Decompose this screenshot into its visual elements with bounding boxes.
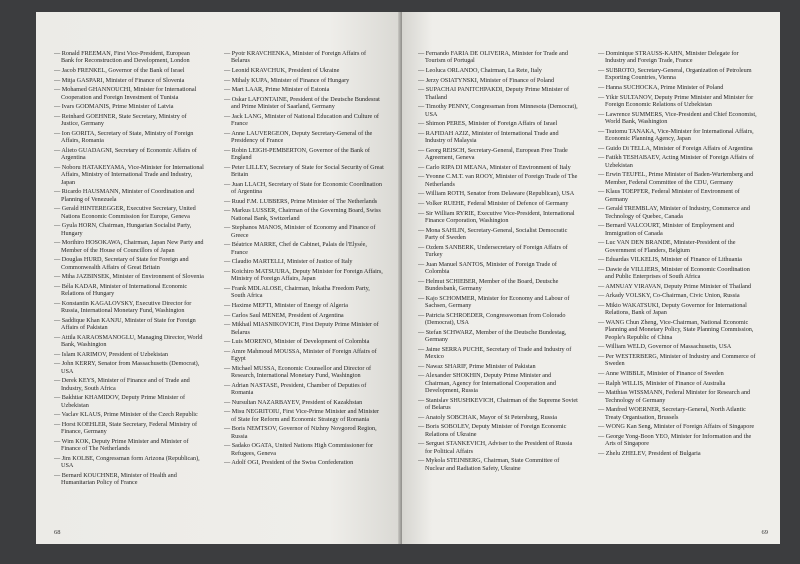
participant-entry: — Jim KOLBE, Congressman form Arizona (Republican), USA [54,455,204,470]
participant-entry: — Mitja GASPARI, Minister of Finance of Slovenia [54,77,204,84]
participant-entry: — Nawaz SHARIF, Prime Minister of Pakistan [418,363,578,370]
participant-entry: — Jacob FRENKEL, Governor of the Bank of Israel [54,67,204,74]
left-page-number: 68 [54,529,61,536]
participant-entry: — Helmut SCHIEBER, Member of the Board, Deutsche Bundesbank, Germany [418,278,578,293]
participant-entry: — Mikhail MIASNIKOVICH, First Deputy Prime Minister of Belarus [224,321,384,336]
participant-entry: — George Yong-Boon YEO, Minister for Information and the Arts of Singapore [598,433,760,448]
participant-entry: — Adrian NASTASE, President, Chamber of Deputies of Romania [224,382,384,397]
participant-entry: — Adolf OGI, President of the Swiss Confederation [224,459,384,466]
participant-entry: — SUBROTO, Secretary-General, Organization of Petroleum Exporting Countries, Vienna [598,67,760,82]
participant-entry: — Jerzy OSIATYNSKI, Minister of Finance of Poland [418,77,578,84]
participant-entry: — Islam KARIMOV, President of Uzbekistan [54,351,204,358]
participant-entry: — Luis MORENO, Minister of Development of Colombia [224,338,384,345]
participant-entry: — Amre Mahmoud MOUSSA, Minister of Foreign Affairs of Egypt [224,348,384,363]
participant-entry: — Dominique STRAUSS-KAHN, Minister Delegate for Industry and Foreign Trade, France [598,50,760,65]
participant-entry: — Shimon PERES, Minister of Foreign Affairs of Israel [418,120,578,127]
participant-entry: — Béatrice MARRE, Chef de Cabinet, Palais de l'Elysée, France [224,241,384,256]
participant-entry: — Yvonne C.M.T. van ROOY, Minister of Foreign Trade of The Netherlands [418,173,578,188]
participant-entry: — Boris NEMTSOV, Governor of Nizhny Novgorod Region, Russia [224,425,384,440]
participant-entry: — Leonid KRAVCHUK, President of Ukraine [224,67,384,74]
book-spread [36,12,780,544]
participant-entry: — RAFIDAH AZIZ, Minister of International Trade and Industry of Malaysia [418,130,578,145]
participant-entry: — Yikir SULTANOV, Deputy Prime Minister and Minister for Foreign Economic Relations of Uzbekistan [598,94,760,109]
participant-entry: — Matthias WISSMANN, Federal Minister for Research and Technology of Germany [598,389,760,404]
participant-entry: — Fernando FARIA DE OLIVEIRA, Minister for Trade and Tourism of Portugal [418,50,578,65]
participant-entry: — Douglas HURD, Secretary of State for Foreign and Commonwealth Affairs of Great Britain [54,256,204,271]
participant-entry: — Mart LAAR, Prime Minister of Estonia [224,86,384,93]
participant-entry: — Gyula HORN, Chairman, Hungarian Socialist Party, Hungary [54,222,204,237]
participant-entry: — Alieto GUADAGNI, Secretary of Economic Affairs of Argentina [54,147,204,162]
participant-entry: — Stephanos MANOS, Minister of Economy and Finance of Greece [224,224,384,239]
participant-entry: — Peter LILLEY, Secretary of State for Social Security of Great Britain [224,164,384,179]
participant-entry: — Per WESTERBERG, Minister of Industry and Commerce of Sweden [598,353,760,368]
participant-entry: — Reinhard GOEHNER, State Secretary, Ministry of Justice, Germany [54,113,204,128]
participant-entry: — Konstantin KAGALOVSKY, Executive Director for Russia, International Monetary Fund, Washington [54,300,204,315]
participant-entry: — Alexander SHOKHIN, Deputy Prime Minister and Chairman, Agency for International Cooperation and Development, Russia [418,372,578,394]
participant-entry: — WANG Chun Zheng, Vice-Chairman, National Economic Planning and Monetary Policy, State Planning Commission, People's Republic of China [598,319,760,341]
participant-entry: — Georg REISCH, Secretary-General, European Free Trade Agreement, Geneva [418,147,578,162]
participant-entry: — Kajo SCHOMMER, Minister for Economy and Labour of Sachsen, Germany [418,295,578,310]
participant-entry: — Mohamed GHANNOUCHI, Minister for International Cooperation and Foreign Investment of Tunisia [54,86,204,101]
participant-entry: — Bakhtiar KHAMIDOV, Deputy Prime Minister of Uzbekistan [54,394,204,409]
participant-entry: — Horst KOEHLER, State Secretary, Federal Ministry of Finance, Germany [54,421,204,436]
column-4 [598,50,760,530]
participant-entry: — Tsutomu TANAKA, Vice-Minister for International Affairs, Economic Planning Agency, Japan [598,128,760,143]
participant-entry: — Carlos Saul MENEM, President of Argentina [224,312,384,319]
participant-entry: — Derek KEYS, Minister of Finance and of Trade and Industry, South Africa [54,377,204,392]
left-page [36,12,402,544]
participant-entry: — William WELD, Governor of Massachusetts, USA [598,343,760,350]
participant-entry: — Arkady VOLSKY, Co-Chairman, Civic Union, Russia [598,292,760,299]
participant-entry: — Sir William RYRIE, Executive Vice-President, International Finance Corporation, Washington [418,210,578,225]
participant-entry: — Saddique Khan KANJU, Minister of State for Foreign Affairs of Pakistan [54,317,204,332]
participant-entry: — Bernard VALCOURT, Minister of Employment and Immigration of Canada [598,222,760,237]
participant-entry: — Zhelu ZHELEV, President of Bulgaria [598,450,760,457]
participant-entry: — William ROTH, Senator from Delaware (Republican), USA [418,190,578,197]
participant-entry: — Robin LEIGH-PEMBERTON, Governor of the Bank of England [224,147,384,162]
participant-entry: — Serguei STANKEVICH, Adviser to the President of Russia for Political Affairs [418,440,578,455]
participant-entry: — Ronald FREEMAN, First Vice-President, European Bank for Reconstruction and Development, London [54,50,204,65]
participant-entry: — Manfred WOERNER, Secretary-General, North Atlantic Treaty Organisation, Brussels [598,406,760,421]
participant-entry: — Guido Di TELLA, Minister of Foreign Affairs of Argentina [598,145,760,152]
participant-entry: — WONG Kan Seng, Minister of Foreign Affairs of Singapore [598,423,760,430]
participant-entry: — John KERRY, Senator from Massachusetts (Democrat), USA [54,360,204,375]
participant-entry: — Leoluca ORLANDO, Chairman, La Rete, Italy [418,67,578,74]
participant-entry: — Ralph WILLIS, Minister of Finance of Australia [598,380,760,387]
participant-entry: — Juan Manuel SANTOS, Minister of Foreign Trade of Colombia [418,261,578,276]
participant-entry: — Noboru HATAKEYAMA, Vice-Minister for International Affairs, Ministry of International Trade and Industry, Japan [54,164,204,186]
participant-entry: — Anatoly SOBCHAK, Mayor of St Petersburg, Russia [418,414,578,421]
participant-entry: — Pyotr KRAVCHENKA, Minister of Foreign Affairs of Belarus [224,50,384,65]
participant-entry: — Jack LANG, Minister of National Education and Culture of France [224,113,384,128]
participant-entry: — Ruud F.M. LUBBERS, Prime Minister of The Netherlands [224,198,384,205]
participant-entry: — Luc VAN DEN BRANDE, Minister-President of the Government of Flanders, Belgium [598,239,760,254]
participant-entry: — Claudio MARTELLI, Minister of Justice of Italy [224,258,384,265]
participant-entry: — Hanna SUCHOCKA, Prime Minister of Poland [598,84,760,91]
participant-entry: — Ion GORITA, Secretary of State, Ministry of Foreign Affairs, Romania [54,130,204,145]
participant-entry: — Timothy PENNY, Congressman from Minnesota (Democrat), USA [418,103,578,118]
participant-entry: — Fatikh TESHABAEV, Acting Minister of Foreign Affairs of Uzbekistan [598,154,760,169]
participant-entry: — Lawrence SUMMERS, Vice-President and Chief Economist, World Bank, Washington [598,111,760,126]
participant-entry: — AMNUAY VIRAVAN, Deputy Prime Minister of Thailand [598,283,760,290]
participant-entry: — Oskar LAFONTAINE, President of the Deutsche Bundesrat and Prime Minister of Saarland, Germany [224,96,384,111]
participant-entry: — Anne LAUVERGEON, Deputy Secretary-General of the Presidency of France [224,130,384,145]
participant-entry: — Boris SOBOLEV, Deputy Minister of Foreign Economic Relations of Ukraine [418,423,578,438]
participant-entry: — Michael MUSSA, Economic Counsellor and Director of Research, International Monetary Fund, Washington [224,365,384,380]
participant-entry: — Gerald TREMBLAY, Minister of Industry, Commerce and Technology of Quebec, Canada [598,205,760,220]
participant-entry: — Ivars GODMANIS, Prime Minister of Latvia [54,103,204,110]
participant-entry: — Markus LUSSER, Chairman of the Governing Board, Swiss National Bank, Switzerland [224,207,384,222]
right-page-number: 69 [761,529,768,536]
participant-entry: — Erwin TEUFEL, Prime Minister of Baden-Wurtemberg and Member, Federal Committee of the CDU, Germany [598,171,760,186]
participant-entry: — Miha JAZBINSEK, Minister of Environment of Slovenia [54,273,204,280]
participant-entry: — Anne WIBBLE, Minister of Finance of Sweden [598,370,760,377]
participant-entry: — Morihiro HOSOKAWA, Chairman, Japan New Party and Member of the House of Councillors of Japan [54,239,204,254]
participant-entry: — Haxime MEFTI, Minister of Energy of Algeria [224,302,384,309]
participant-entry: — Vaclav KLAUS, Prime Minister of the Czech Republic [54,411,204,418]
participant-entry: — Frank MDLALOSE, Chairman, Inkatha Freedom Party, South Africa [224,285,384,300]
participant-entry: — Stanislav SHUSHKEVICH, Chairman of the Supreme Soviet of Belarus [418,397,578,412]
column-1 [54,50,204,530]
participant-entry: — Wim KOK, Deputy Prime Minister and Minister of Finance of The Netherlands [54,438,204,453]
participant-entry: — SUPACHAI PANITCHPAKDI, Deputy Prime Minister of Thailand [418,86,578,101]
participant-entry: — Ozdem SANBERK, Undersecretary of Foreign Affairs of Turkey [418,244,578,259]
participant-entry: — Nursultan NAZARBAYEV, President of Kazakhstan [224,399,384,406]
participant-entry: — Attila KARAOSMANOGLU, Managing Director, World Bank, Washington [54,334,204,349]
participant-entry: — Gerald HINTEREGGER, Executive Secretary, United Nations Economic Commission for Europe, Geneva [54,205,204,220]
participant-entry: — Mykola STEINBERG, Chairman, State Committee of Nuclear and Radiation Safety, Ukraine [418,457,578,472]
participant-entry: — Sadako OGATA, United Nations High Commissioner for Refugees, Geneva [224,442,384,457]
column-3 [418,50,578,530]
participant-entry: — Mihaly KUPA, Minister of Finance of Hungary [224,77,384,84]
participant-entry: — Misu NEGRITOIU, First Vice-Prime Minister and Minister of State for Reform and Economic Strategy of Romania [224,408,384,423]
participant-entry: — Juan LLACH, Secretary of State for Economic Coordination of Argentina [224,181,384,196]
participant-entry: — Stefan SCHWARZ, Member of the Deutsche Bundestag, Germany [418,329,578,344]
participant-entry: — Volker RUEHE, Federal Minister of Defence of Germany [418,200,578,207]
participant-entry: — Dawie de VILLIERS, Minister of Economic Coordination and Public Enterprises of South Africa [598,266,760,281]
participant-entry: — Jaime SERRA PUCHE, Secretary of Trade and Industry of Mexico [418,346,578,361]
column-2 [224,50,384,530]
participant-entry: — Ricardo HAUSMANN, Minister of Coordination and Planning of Venezuela [54,188,204,203]
participant-entry: — Patricia SCHROEDER, Congresswoman from Colorado (Democrat), USA [418,312,578,327]
participant-entry: — Carlo RIPA DI MEANA, Minister of Environment of Italy [418,164,578,171]
right-page [402,12,780,544]
participant-entry: — Mikio WAKATSUKI, Deputy Governor for International Relations, Bank of Japan [598,302,760,317]
participant-entry: — Koichiro MATSUURA, Deputy Minister for Foreign Affairs, Ministry of Foreign Affairs, Japan [224,268,384,283]
participant-entry: — Eduardas VILKELIS, Minister of Finance of Lithuania [598,256,760,263]
participant-entry: — Mona SAHLIN, Secretary-General, Socialist Democratic Party of Sweden [418,227,578,242]
participant-entry: — Klaus TOEPFER, Federal Minister of Environment of Germany [598,188,760,203]
participant-entry: — Bernard KOUCHNER, Minister of Health and Humanitarian Policy of France [54,472,204,487]
participant-entry: — Béla KADAR, Minister of International Economic Relations of Hungary [54,283,204,298]
